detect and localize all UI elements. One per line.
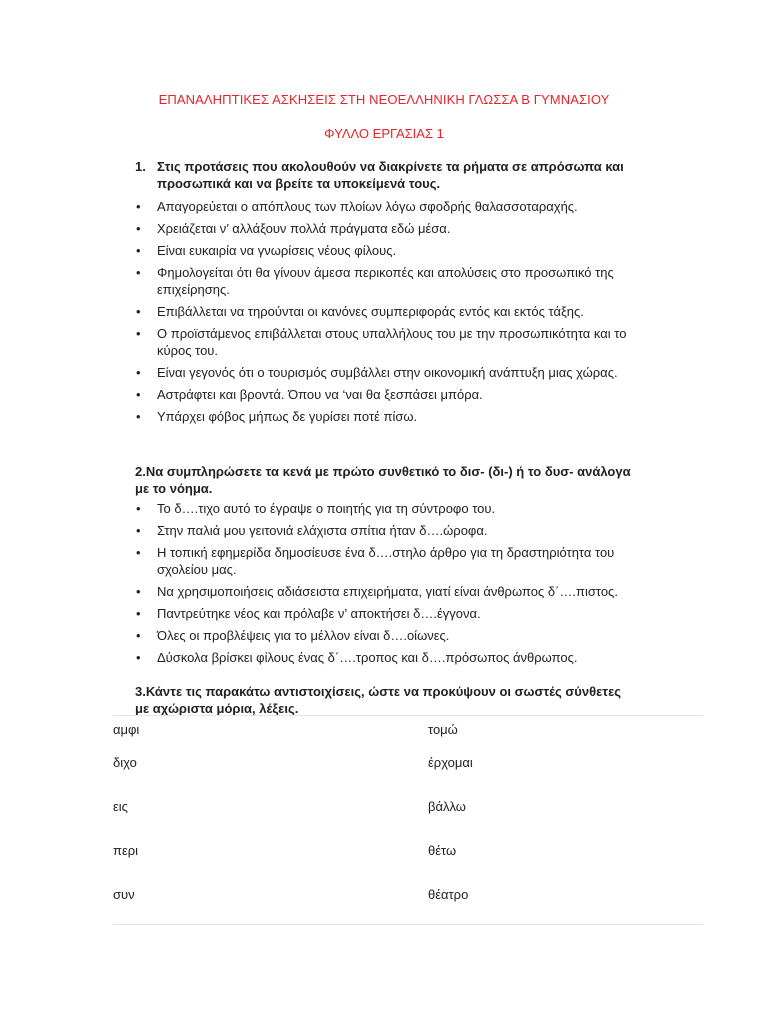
matching-row: [113, 887, 703, 907]
word-cell: βάλλω: [428, 799, 466, 814]
question-3-heading: 3.Κάντε τις παρακάτω αντιστοιχίσεις, ώστε να προκύψουν οι σωστές σύνθετες με αχώριστα μόρια, λέξεις.: [135, 684, 622, 716]
question-2-heading: 2.Να συμπληρώσετε τα κενά με πρώτο συνθετικό το δισ- (δι-) ή το δυσ- ανάλογα με το νόημα.: [135, 464, 631, 496]
worksheet-subtitle: ΦΥΛΛΟ ΕΡΓΑΣΙΑΣ 1: [324, 126, 444, 141]
word-cell: έρχομαι: [428, 755, 473, 770]
prefix-cell: εις: [113, 799, 128, 814]
question-1-list: [135, 198, 657, 430]
prefix-cell: διχο: [113, 755, 137, 770]
matching-table: [113, 715, 703, 925]
list-item: • Υπάρχει φόβος μήπως δε γυρίσει ποτέ πίσω.: [135, 408, 657, 425]
matching-row: [113, 755, 703, 775]
list-item: • Είναι γεγονός ότι ο τουρισμός συμβάλλει στην οικονομική ανάπτυξη μιας χώρας.: [135, 364, 657, 381]
list-item: • Η τοπική εφημερίδα δημοσίευσε ένα δ….στηλο άρθρο για τη δραστηριότητα του σχολείου μας.: [135, 544, 657, 578]
matching-row: [113, 722, 703, 742]
question-1-text: Στις προτάσεις που ακολουθούν να διακρίνετε τα ρήματα σε απρόσωπα και προσωπικά και να βρείτε τα υποκείμενά τους.: [157, 159, 624, 191]
word-cell: θέατρο: [428, 887, 469, 902]
matching-row: [113, 843, 703, 863]
list-item: • Στην παλιά μου γειτονιά ελάχιστα σπίτια ήταν δ….ώροφα.: [135, 522, 657, 539]
list-item: • Να χρησιμοποιήσεις αδιάσειστα επιχειρήματα, γιατί είναι άνθρωπος δ΄….πιστος.: [135, 583, 657, 600]
matching-row: [113, 799, 703, 819]
list-item: • Αστράφτει και βροντά. Όπου να ‘ναι θα ξεσπάσει μπόρα.: [135, 386, 657, 403]
question-2-list: [135, 500, 657, 671]
list-item: • Το δ….τιχο αυτό το έγραψε ο ποιητής για τη σύντροφο του.: [135, 500, 657, 517]
list-item: • Παντρεύτηκε νέος και πρόλαβε ν’ αποκτήσει δ….έγγονα.: [135, 605, 657, 622]
word-cell: θέτω: [428, 843, 457, 858]
list-item: • Δύσκολα βρίσκει φίλους ένας δ΄….τροπος και δ….πρόσωπος άνθρωπος.: [135, 649, 657, 666]
list-item: • Απαγορεύεται ο απόπλους των πλοίων λόγω σφοδρής θαλασσοταραχής.: [135, 198, 657, 215]
list-item: • Είναι ευκαιρία να γνωρίσεις νέους φίλους.: [135, 242, 657, 259]
list-item: • Επιβάλλεται να τηρούνται οι κανόνες συμπεριφοράς εντός και εκτός τάξης.: [135, 303, 657, 320]
list-item: • Όλες οι προβλέψεις για το μέλλον είναι δ….οίωνες.: [135, 627, 657, 644]
list-item: • Ο προϊστάμενος επιβάλλεται στους υπαλλήλους του με την προσωπικότητα και το κύρος του.: [135, 325, 657, 359]
document-title: ΕΠΑΝΑΛΗΠΤΙΚΕΣ ΑΣΚΗΣΕΙΣ ΣΤΗ ΝΕΟΕΛΛΗΝΙΚΗ ΓΛΩΣΣΑ Β ΓΥΜΝΑΣΙΟΥ: [158, 92, 610, 107]
question-1-number: 1.: [135, 159, 146, 174]
prefix-cell: αμφι: [113, 722, 140, 737]
word-cell: τομώ: [428, 722, 458, 737]
question-1-heading: [135, 158, 655, 192]
prefix-cell: συν: [113, 887, 135, 902]
prefix-cell: περι: [113, 843, 139, 858]
list-item: • Φημολογείται ότι θα γίνουν άμεσα περικοπές και απολύσεις στο προσωπικό της επιχείρησης.: [135, 264, 657, 298]
list-item: • Χρειάζεται ν’ αλλάξουν πολλά πράγματα εδώ μέσα.: [135, 220, 657, 237]
